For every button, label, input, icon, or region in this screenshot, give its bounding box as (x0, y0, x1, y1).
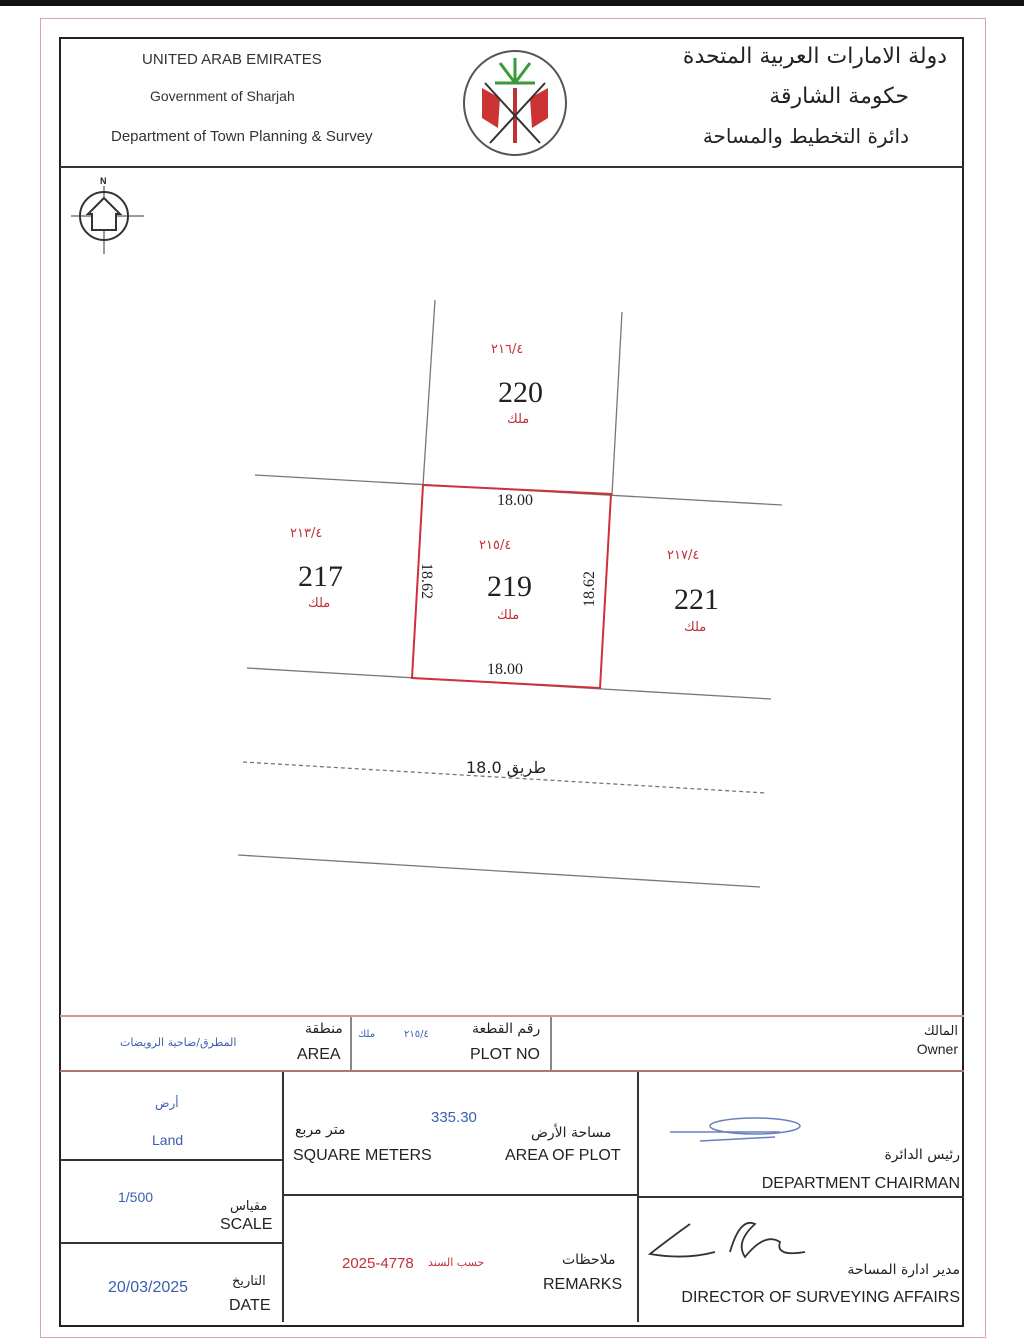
remarks-label-en: REMARKS (543, 1276, 623, 1293)
divider (60, 1070, 964, 1072)
header-ar-line2: حكومة الشارقة (769, 84, 909, 109)
plot-status: ملك (684, 620, 707, 635)
road-label: طريق 18.0 (466, 758, 547, 777)
divider (60, 1015, 964, 1017)
owner-label-ar: المالك (924, 1024, 958, 1039)
dimension-bottom: 18.00 (487, 661, 523, 678)
plot-status: ملك (507, 412, 530, 427)
plot-area-value: 335.30 (431, 1109, 477, 1126)
area-label-ar: منطقة (305, 1021, 343, 1037)
header-en-line3: Department of Town Planning & Survey (111, 128, 373, 145)
dimension-top: 18.00 (497, 492, 533, 509)
divider (550, 1017, 552, 1070)
sqm-label-en: SQUARE METERS (293, 1147, 432, 1164)
road-edge (238, 855, 760, 887)
header-ar-line3: دائرة التخطيط والمساحة (702, 124, 909, 148)
plot-status: ملك (497, 608, 520, 623)
land-en: Land (152, 1132, 184, 1148)
divider (350, 1017, 352, 1070)
boundary-line (612, 312, 622, 495)
header-en-line2: Government of Sharjah (150, 88, 295, 104)
plot-ref: ٢١٣/٤ (290, 526, 323, 541)
date-label-en: DATE (229, 1297, 271, 1314)
director-signature (645, 1212, 825, 1272)
plot-ref: ٢١٦/٤ (491, 342, 524, 357)
director-label-en: DIRECTOR OF SURVEYING AFFAIRS (681, 1289, 960, 1306)
remarks-value: 2025-4778 (342, 1255, 414, 1272)
header-en-line1: UNITED ARAB EMIRATES (142, 51, 322, 68)
director-label-ar: مدير ادارة المساحة (847, 1262, 960, 1278)
scale-label-en: SCALE (220, 1216, 273, 1233)
boundary-line (423, 300, 435, 485)
date-value: 20/03/2025 (108, 1279, 189, 1296)
divider (60, 1242, 282, 1244)
divider (639, 1196, 964, 1198)
divider (284, 1194, 637, 1196)
area-value: المطرق/ضاحية الرويضات (120, 1036, 237, 1049)
area-label-en: AREA (297, 1046, 341, 1063)
sqm-label-ar: متر مربع (295, 1122, 346, 1138)
north-label: N (100, 176, 107, 186)
chairman-label-ar: رئيس الدائرة (884, 1147, 960, 1163)
divider (60, 1159, 282, 1161)
land-ar: أرض (155, 1096, 179, 1110)
plot-status: ملك (308, 596, 331, 611)
date-label-ar: التاريخ (232, 1274, 266, 1289)
plot-ref: ٢١٥/٤ (479, 538, 512, 553)
remarks-label-ar: ملاحظات (562, 1252, 616, 1268)
remarks-prefix: حسب السند (428, 1256, 485, 1269)
plot-status-value: ملك (358, 1029, 376, 1040)
plot-number: 221 (674, 583, 719, 616)
plot-number: 220 (498, 376, 543, 409)
scale-value: 1/500 (118, 1189, 154, 1205)
chairman-signature (660, 1110, 820, 1150)
chairman-label-en: DEPARTMENT CHAIRMAN (761, 1175, 960, 1192)
area-of-plot-label-ar: مساحة الأرض (531, 1125, 612, 1141)
plot-ref: ٢١٧/٤ (667, 548, 700, 563)
divider (282, 1072, 284, 1322)
scale-label-ar: مقياس (230, 1199, 268, 1214)
plot-number: 219 (487, 570, 532, 603)
header-ar-line1: دولة الامارات العربية المتحدة (682, 44, 947, 69)
area-of-plot-label-en: AREA OF PLOT (505, 1147, 621, 1164)
plot-number: 217 (298, 560, 343, 593)
dimension-left: 18.62 (418, 563, 435, 599)
owner-label-en: Owner (916, 1041, 958, 1057)
plot-no-value: ٢١٥/٤ (404, 1029, 429, 1040)
dimension-right: 18.62 (581, 571, 598, 607)
plot-no-label-en: PLOT NO (470, 1046, 540, 1063)
plot-no-label-ar: رقم القطعة (472, 1021, 541, 1037)
